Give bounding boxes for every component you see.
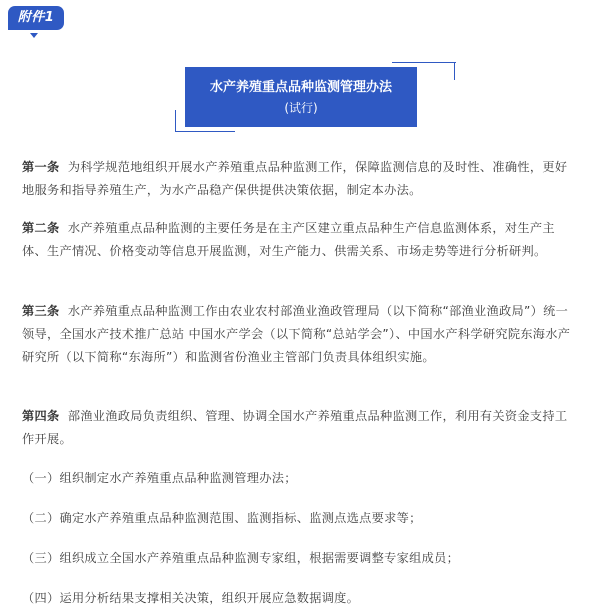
document-subtitle: (试行) [284, 101, 318, 115]
article-4 [22, 405, 578, 451]
article-text: 部渔业渔政局负责组织、管理、协调全国水产养殖重点品种监测工作，利用有关资金支持工作开展。 [22, 409, 568, 446]
article-3 [22, 300, 578, 369]
article-2 [22, 217, 578, 263]
badge-pointer-icon [30, 33, 38, 38]
title-corner-bottom-vertical [175, 110, 176, 132]
list-item: （二）确定水产养殖重点品种监测范围、监测指标、监测点选点要求等； [22, 511, 422, 525]
article-1 [22, 156, 578, 202]
article-text: 为科学规范地组织开展水产养殖重点品种监测工作，保障监测信息的及时性、准确性，更好地服务和指导养殖生产，为水产品稳产保供提供决策依据，制定本办法。 [22, 160, 568, 197]
list-item: （四）运用分析结果支撑相关决策，组织开展应急数据调度。 [22, 591, 360, 605]
title-corner-bottom-horizontal [175, 131, 235, 132]
article-label: 第二条 [22, 221, 60, 235]
attachment-badge: 附件1 [8, 6, 64, 30]
list-item: （三）组织成立全国水产养殖重点品种监测专家组，根据需要调整专家组成员； [22, 551, 460, 565]
article-text: 水产养殖重点品种监测工作由农业农村部渔业渔政管理局（以下简称“部渔业渔政局”）统一领导，全国水产技术推广总站 中国水产学会（以下简称“总站学会”）、中国水产科学研究院东海水产研究所（以下简称“东海所”）和监测省份渔业主管部门负责具体组织实施。 [22, 304, 571, 364]
title-box [185, 67, 417, 127]
article-label: 第四条 [22, 409, 60, 423]
document-title: 水产养殖重点品种监测管理办法 [209, 80, 392, 95]
title-block [174, 58, 458, 144]
article-label: 第三条 [22, 304, 60, 318]
title-corner-top-vertical [454, 62, 455, 80]
title-corner-top-horizontal [392, 62, 456, 63]
article-text: 水产养殖重点品种监测的主要任务是在主产区建立重点品种生产信息监测体系，对生产主体、生产情况、价格变动等信息开展监测，对生产能力、供需关系、市场走势等进行分析研判。 [22, 221, 555, 258]
list-item: （一）组织制定水产养殖重点品种监测管理办法； [22, 471, 297, 485]
article-label: 第一条 [22, 160, 60, 174]
